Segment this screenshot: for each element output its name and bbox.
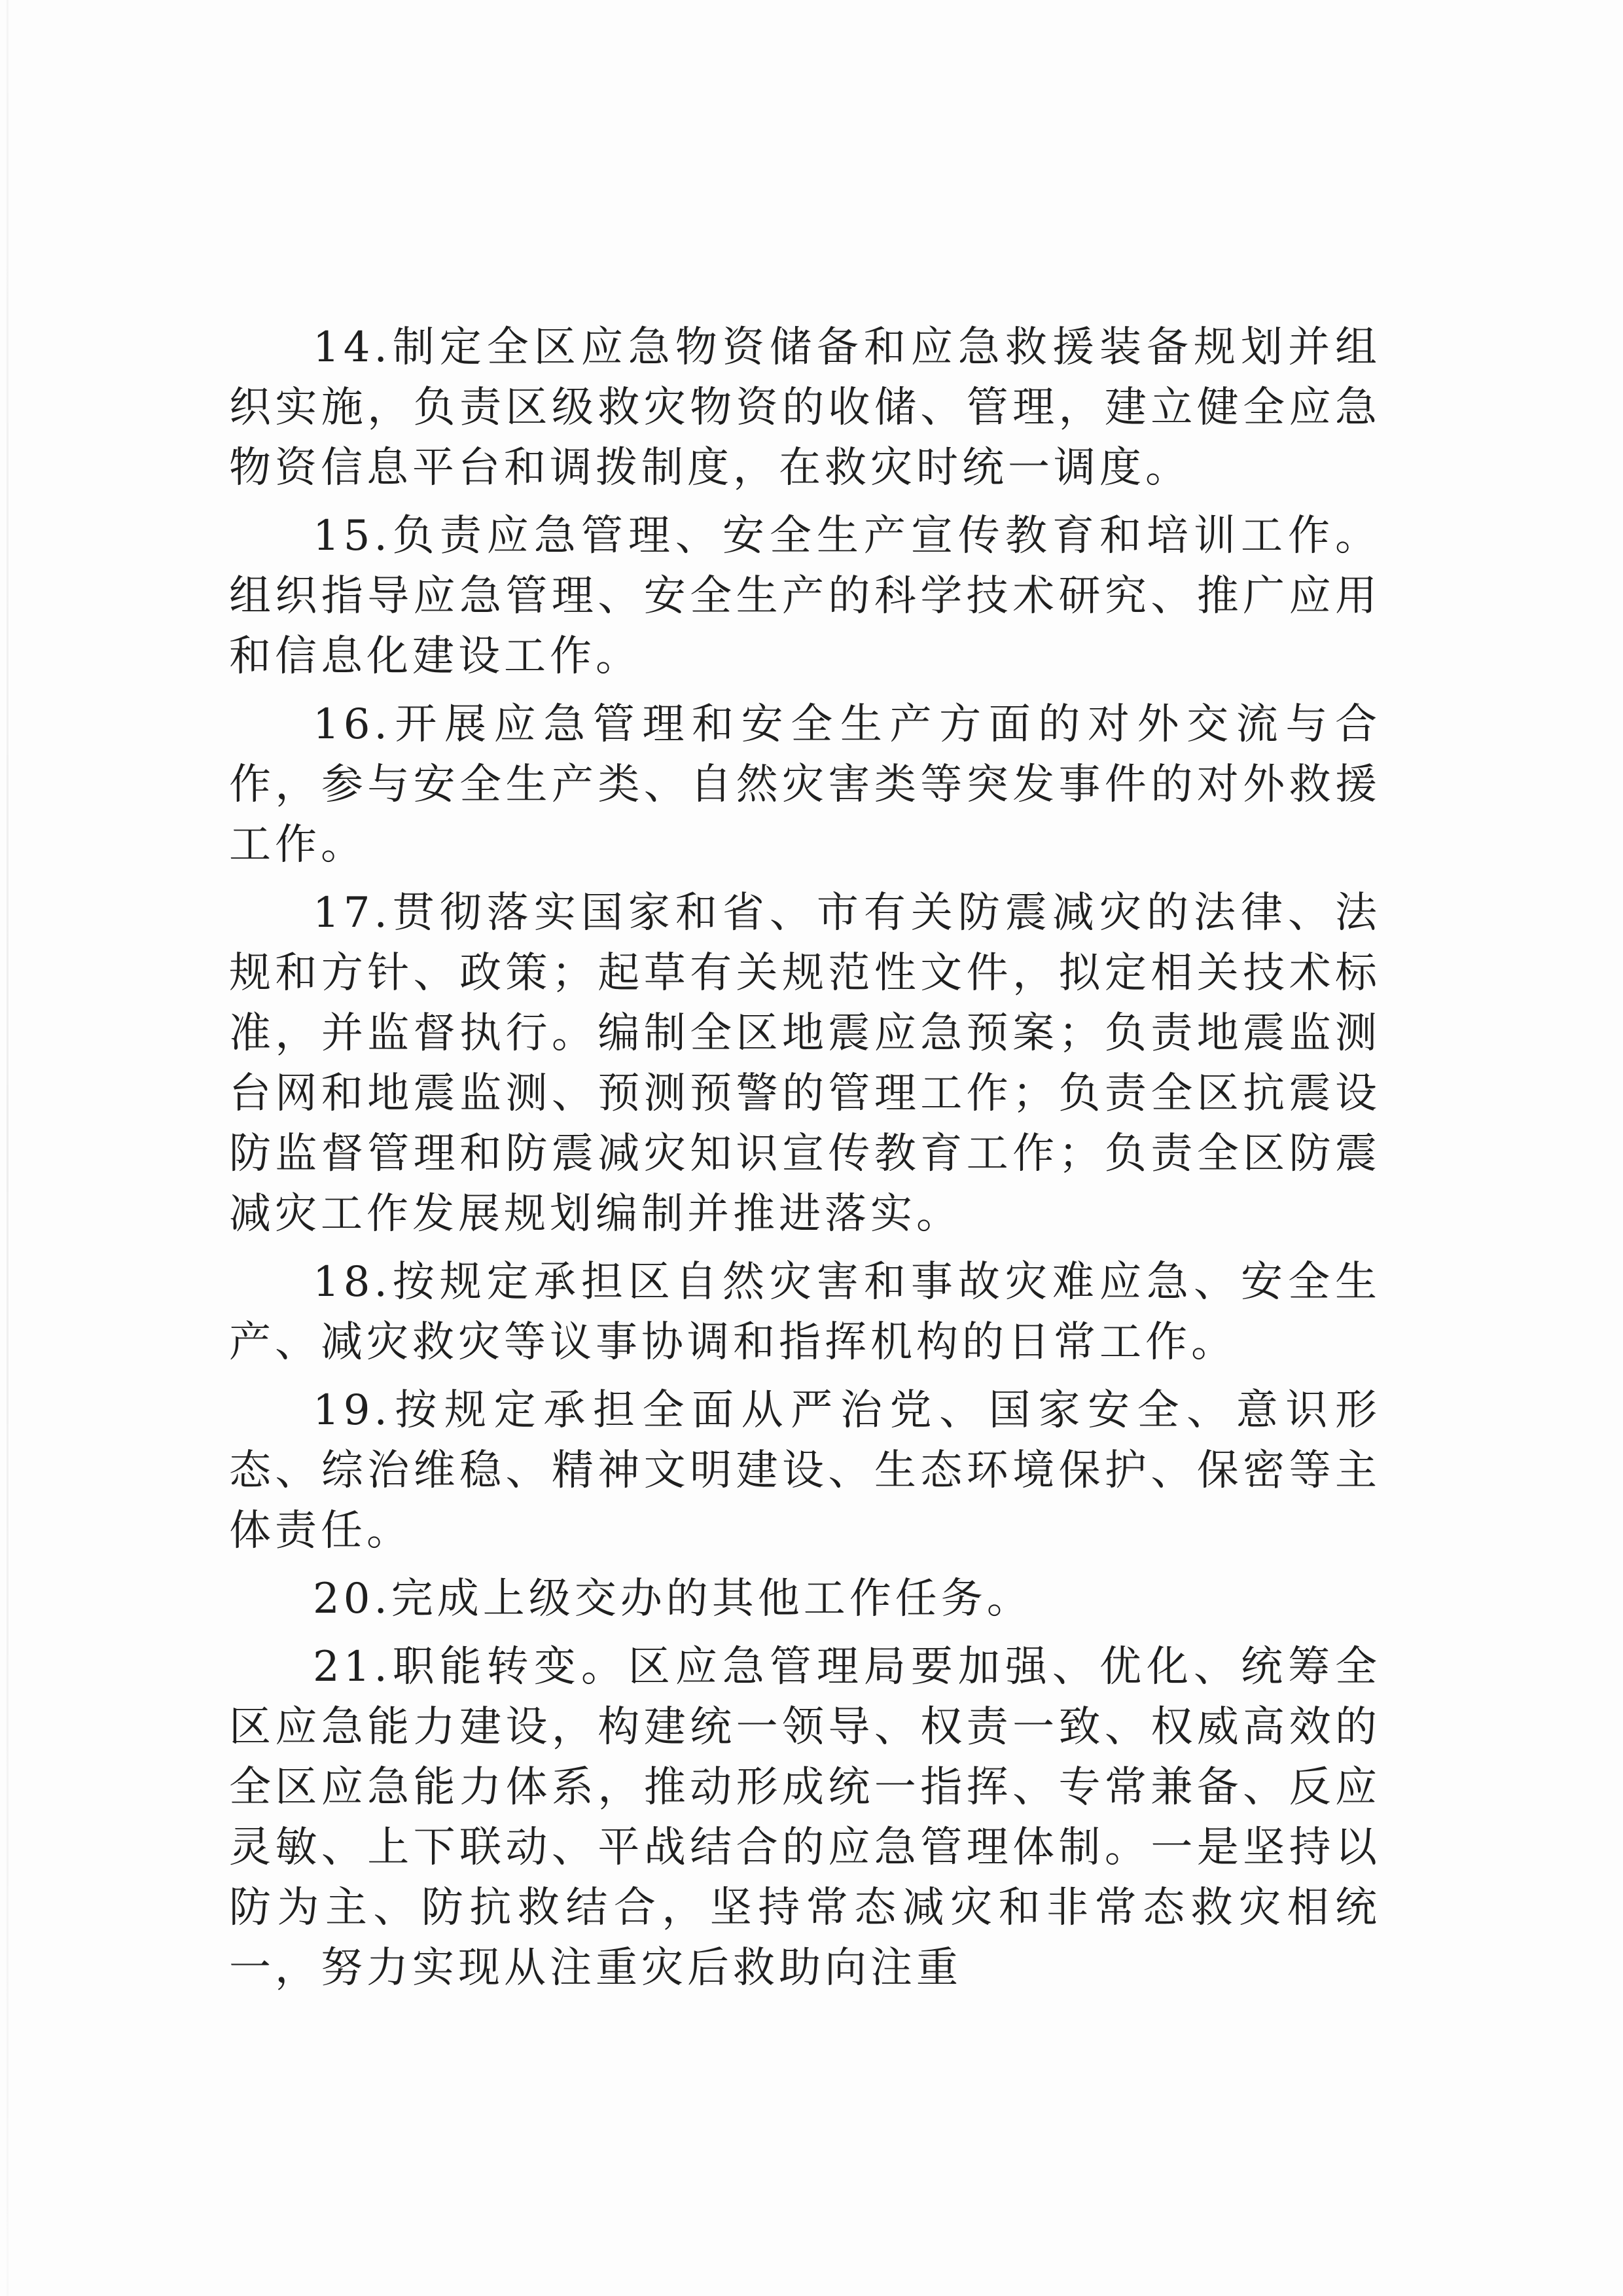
document-body [229, 317, 1381, 2006]
paragraph-14: 14.制定全区应急物资储备和应急救援装备规划并组织实施，负责区级救灾物资的收储、管理，建立健全应急物资信息平台和调拨制度，在救灾时统一调度。 [229, 323, 1381, 492]
paragraph-18: 18.按规定承担区自然灾害和事故灾难应急、安全生产、减灾救灾等议事协调和指挥机构的日常工作。 [229, 1258, 1381, 1367]
paragraph-21: 21.职能转变。区应急管理局要加强、优化、统筹全区应急能力建设，构建统一领导、权责一致、权威高效的全区应急能力体系，推动形成统一指挥、专常兼备、反应灵敏、上下联动、平战结合的应急管理体制。一是坚持以防为主、防抗救结合，坚持常态减灾和非常态救灾相统一，努力实现从注重灾后救助向注重 [229, 1643, 1381, 1992]
scan-edge-shadow [7, 0, 9, 2296]
paragraph-15: 15.负责应急管理、安全生产宣传教育和培训工作。组织指导应急管理、安全生产的科学技术研究、推广应用和信息化建设工作。 [229, 512, 1381, 681]
paragraph-17: 17.贯彻落实国家和省、市有关防震减灾的法律、法规和方针、政策；起草有关规范性文件，拟定相关技术标准，并监督执行。编制全区地震应急预案；负责地震监测台网和地震监测、预测预警的管理工作；负责全区抗震设防监督管理和防震减灾知识宣传教育工作；负责全区防震减灾工作发展规划编制并推进落实。 [229, 889, 1381, 1238]
paragraph-19: 19.按规定承担全面从严治党、国家安全、意识形态、综治维稳、精神文明建设、生态环境保护、保密等主体责任。 [229, 1386, 1381, 1555]
paragraph-20: 20.完成上级交办的其他工作任务。 [313, 1575, 1033, 1623]
paragraph-16: 16.开展应急管理和安全生产方面的对外交流与合作，参与安全生产类、自然灾害类等突发事件的对外救援工作。 [229, 700, 1381, 869]
